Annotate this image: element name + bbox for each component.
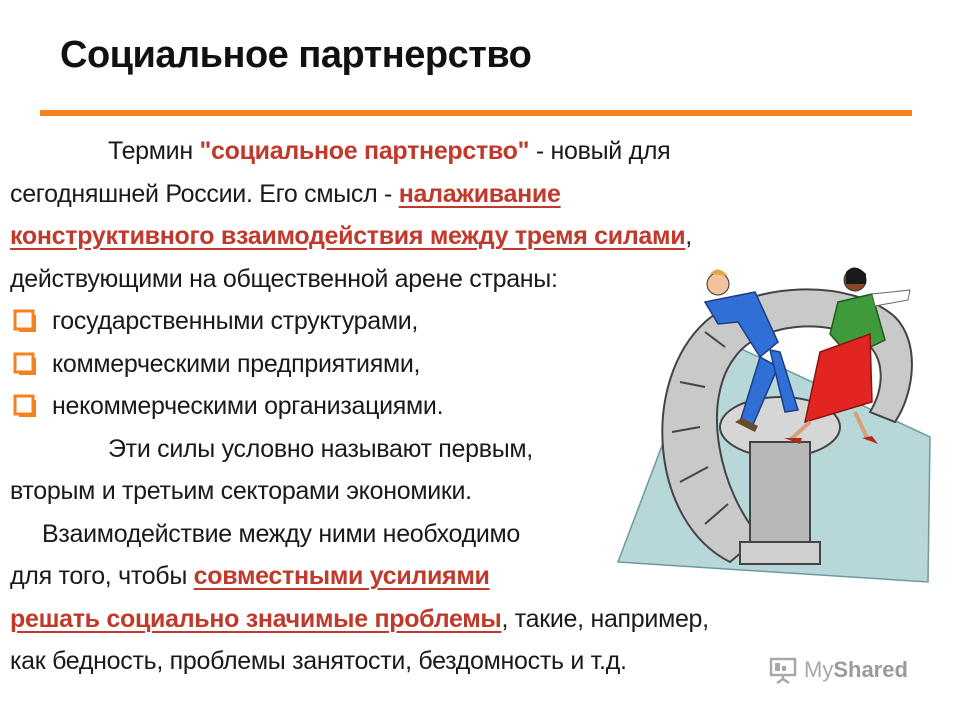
para3-line1: Взаимодействие между ними необходимо — [42, 519, 521, 548]
watermark-prefix: My — [804, 657, 834, 682]
myshared-watermark — [768, 655, 908, 685]
para2-line1: Эти силы условно называют первым, — [108, 434, 533, 463]
text: для того, чтобы — [10, 562, 194, 590]
key-phrase: совместными усилиями — [193, 562, 490, 590]
key-phrase: налаживание — [398, 179, 561, 208]
list-item-text: коммерческими предприятиями, — [52, 349, 421, 378]
para1-line2 — [10, 173, 910, 216]
para2-line2: вторым и третьим секторами экономики. — [10, 477, 472, 505]
checkbox-bullet-icon — [10, 350, 52, 380]
presentation-icon — [768, 655, 798, 685]
text: Термин — [108, 137, 200, 165]
para1-line1 — [10, 130, 910, 173]
checkbox-bullet-icon — [10, 307, 52, 337]
key-phrase: конструктивного взаимодействия между тремя силами — [10, 222, 686, 250]
term-highlight: "социальное партнерство" — [199, 137, 530, 165]
checkbox-bullet-icon — [10, 392, 52, 422]
text: , — [685, 222, 692, 250]
list-item-text: государственными структурами, — [52, 307, 419, 335]
watermark-suffix: Shared — [833, 657, 908, 682]
para3-line4: как бедность, проблемы занятости, бездомность и т.д. — [10, 647, 627, 675]
key-phrase: решать социально значимые проблемы — [10, 604, 502, 633]
para3-line3 — [10, 598, 910, 641]
para1-line4: действующими на общественной арене страны: — [10, 264, 558, 293]
spiral-staircase-illustration — [610, 262, 940, 592]
page-title: Социальное партнерство — [60, 34, 532, 76]
text: - новый для — [529, 137, 671, 165]
para1-line3 — [10, 215, 910, 258]
list-item-text: некоммерческими организациями. — [52, 392, 444, 420]
title-divider — [40, 110, 912, 116]
text: сегодняшней России. Его смысл - — [10, 179, 399, 208]
text: , такие, например, — [501, 604, 709, 633]
